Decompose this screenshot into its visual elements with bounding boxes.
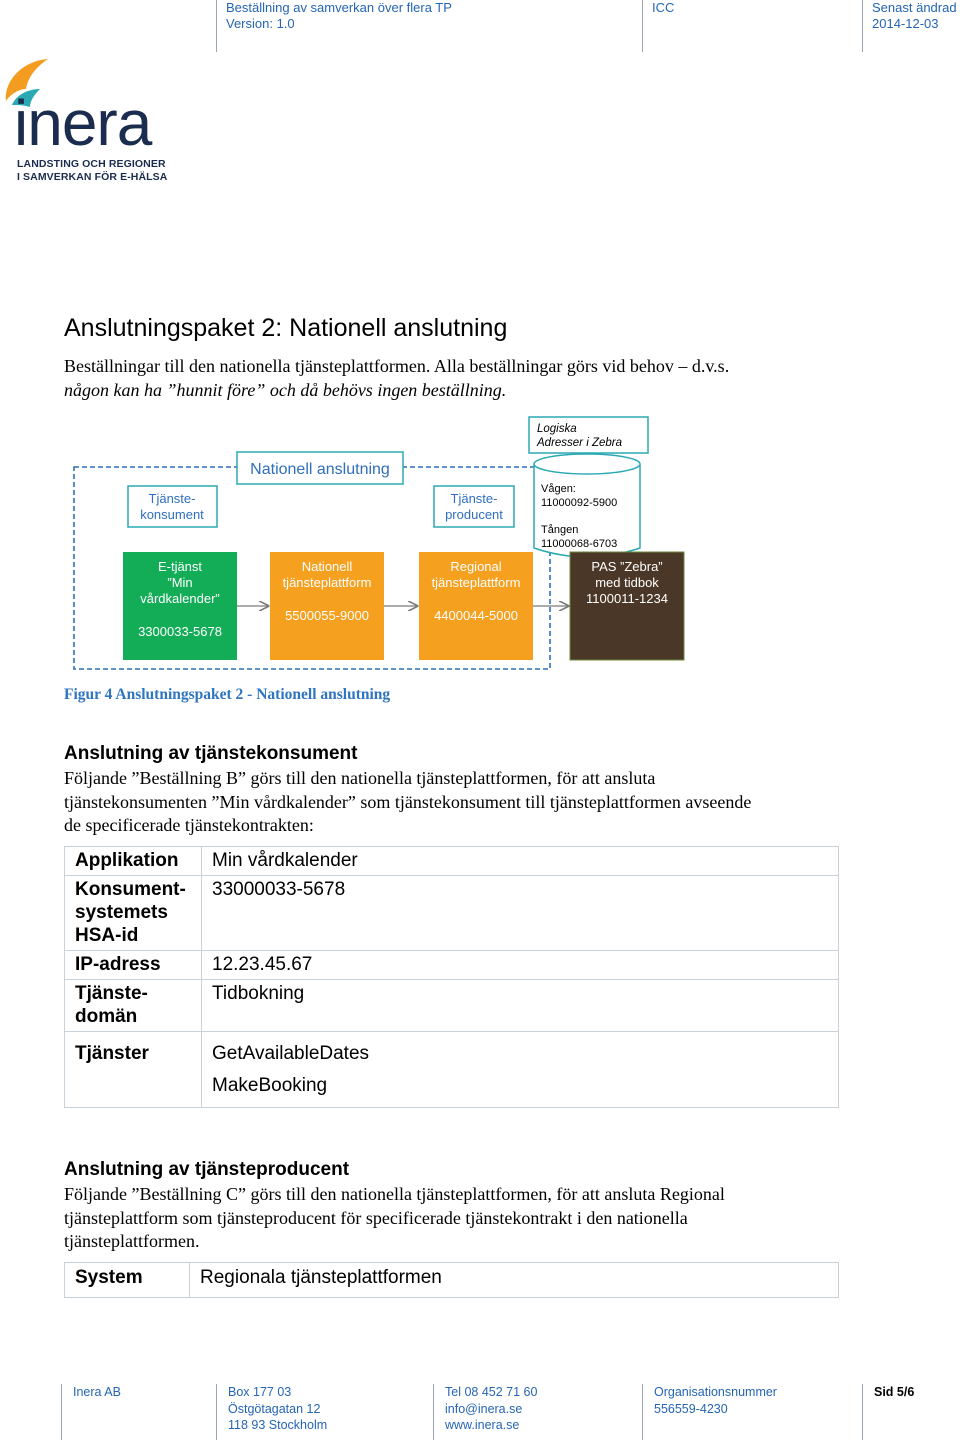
key-line: Tjänste- xyxy=(75,983,148,1004)
table-key xyxy=(65,876,202,951)
table-key xyxy=(65,951,202,980)
footer-page xyxy=(862,1384,954,1440)
footer-address-line3: 118 93 Stockholm xyxy=(228,1418,328,1432)
section-intro-line2: någon kan ha ”hunnit före” och då behövs ingen beställning. xyxy=(64,379,507,400)
key-line: domän xyxy=(75,1006,138,1027)
table-key xyxy=(65,980,202,1032)
table-value xyxy=(202,951,839,980)
pas-zebra-line1: PAS ”Zebra” xyxy=(591,559,663,574)
table-key xyxy=(65,1263,190,1298)
consumer-role-line1: Tjänste- xyxy=(148,491,196,506)
consumer-heading: Anslutning av tjänstekonsument xyxy=(64,743,358,764)
value-line: Regionala tjänsteplattformen xyxy=(200,1267,442,1288)
producer-paragraph-line2: tjänsteplattform som tjänsteproducent för specificerade tjänstekontrakt i den nationella xyxy=(64,1207,688,1228)
group-label: Nationell anslutning xyxy=(250,461,390,478)
logo-tagline-line2: I SAMVERKAN FÖR E-HÄLSA xyxy=(17,170,168,183)
table-value xyxy=(202,847,839,876)
footer-page-number: Sid 5/6 xyxy=(874,1385,915,1399)
e-service-line2: ”Min xyxy=(167,575,193,590)
value-line: MakeBooking xyxy=(212,1075,328,1096)
producer-order-table xyxy=(64,1262,839,1298)
table-key xyxy=(65,1032,202,1108)
table-row xyxy=(65,876,839,951)
consumer-paragraph-line2: tjänstekonsumenten ”Min vårdkalender” som tjänstekonsument till tjänsteplattformen avseende xyxy=(64,791,752,812)
consumer-role-line2: konsument xyxy=(140,507,204,522)
key-line: IP-adress xyxy=(75,954,161,975)
footer-address-line1: Box 177 03 xyxy=(228,1385,292,1399)
value-line: GetAvailableDates xyxy=(212,1043,370,1064)
address2-value: 11000068-6703 xyxy=(541,538,618,550)
producer-heading: Anslutning av tjänsteproducent xyxy=(64,1159,350,1180)
producer-paragraph xyxy=(64,1183,725,1254)
table-row xyxy=(65,980,839,1032)
consumer-paragraph xyxy=(64,767,751,838)
footer-web[interactable]: www.inera.se xyxy=(445,1418,520,1432)
value-line: Min vårdkalender xyxy=(212,850,358,871)
logical-address-title-line2: Adresser i Zebra xyxy=(537,437,623,449)
table-value xyxy=(202,876,839,951)
consumer-paragraph-line1: Följande ”Beställning B” görs till den nationella tjänsteplattformen, för att ansluta xyxy=(64,768,656,788)
e-service-id: 3300033-5678 xyxy=(138,624,222,639)
national-platform-line2: tjänsteplattform xyxy=(282,575,372,590)
address-cylinder-top xyxy=(534,454,640,474)
value-line: 33000033-5678 xyxy=(212,879,346,900)
regional-platform-id: 4400044-5000 xyxy=(434,608,518,623)
key-line: Konsument- xyxy=(75,879,186,900)
producer-role-line1: Tjänste- xyxy=(450,491,498,506)
table-value xyxy=(202,980,839,1032)
value-line: Tidbokning xyxy=(212,983,305,1004)
key-line: System xyxy=(75,1267,143,1288)
footer-contact xyxy=(433,1384,635,1440)
footer-company xyxy=(61,1384,213,1440)
header-org-name: ICC xyxy=(652,0,675,15)
header-doc-title: Beställning av samverkan över flera TP xyxy=(226,0,452,15)
value-line: 12.23.45.67 xyxy=(212,954,313,975)
producer-paragraph-line1: Följande ”Beställning C” görs till den nationella tjänsteplattformen, för att ansluta Regional xyxy=(64,1184,725,1204)
table-value xyxy=(190,1263,839,1298)
figure-caption: Figur 4 Anslutningspaket 2 - Nationell anslutning xyxy=(64,686,391,703)
connection-diagram xyxy=(0,0,960,690)
national-platform-id: 5500055-9000 xyxy=(285,608,369,623)
address1-name: Vågen: xyxy=(541,483,576,495)
table-row xyxy=(65,847,839,876)
table-row xyxy=(65,951,839,980)
footer-address xyxy=(216,1384,428,1440)
footer-phone: Tel 08 452 71 60 xyxy=(445,1385,538,1399)
table-row xyxy=(65,1263,839,1298)
footer-email[interactable]: info@inera.se xyxy=(445,1401,523,1416)
logical-address-title-line1: Logiska xyxy=(537,423,577,435)
table-value xyxy=(202,1032,839,1108)
regional-platform-line1: Regional xyxy=(450,559,502,574)
section-intro-line1: Beställningar till den nationella tjänsteplattformen. Alla beställningar görs vid behov – d.v.s. xyxy=(64,356,730,376)
logo-wordmark: inera xyxy=(14,87,152,159)
footer-orgnr-label: Organisationsnummer xyxy=(654,1385,777,1399)
e-service-line1: E-tjänst xyxy=(157,559,203,574)
national-platform-line1: Nationell xyxy=(301,559,353,574)
producer-role-line2: producent xyxy=(445,507,503,522)
header-version: Version: 1.0 xyxy=(226,16,295,31)
footer-address-line2: Östgötagatan 12 xyxy=(228,1401,321,1416)
address2-name: Tången xyxy=(541,524,579,536)
producer-paragraph-line3: tjänsteplattformen. xyxy=(64,1231,200,1251)
section-title: Anslutningspaket 2: Nationell anslutning xyxy=(64,314,508,342)
footer-orgnr xyxy=(642,1384,854,1440)
key-line: systemets xyxy=(75,902,168,923)
consumer-order-table xyxy=(64,846,839,1108)
regional-platform-line2: tjänsteplattform xyxy=(431,575,521,590)
header-changed-label: Senast ändrad xyxy=(872,0,957,15)
footer-company-name: Inera AB xyxy=(73,1385,121,1399)
address1-value: 11000092-5900 xyxy=(541,497,618,509)
consumer-paragraph-line3: de specificerade tjänstekontrakten: xyxy=(64,815,314,835)
key-line: HSA-id xyxy=(75,925,139,946)
logo-tagline-line1: LANDSTING OCH REGIONER xyxy=(17,158,166,170)
key-line: Tjänster xyxy=(75,1043,149,1064)
key-line: Applikation xyxy=(75,850,179,871)
table-key xyxy=(65,847,202,876)
footer-orgnr-value: 556559-4230 xyxy=(654,1401,728,1416)
pas-zebra-id: 1100011-1234 xyxy=(586,591,668,606)
pas-zebra-line2: med tidbok xyxy=(595,575,659,590)
table-row xyxy=(65,1032,839,1108)
e-service-line3: vårdkalender” xyxy=(140,591,220,606)
header-changed-date: 2014-12-03 xyxy=(872,16,939,31)
